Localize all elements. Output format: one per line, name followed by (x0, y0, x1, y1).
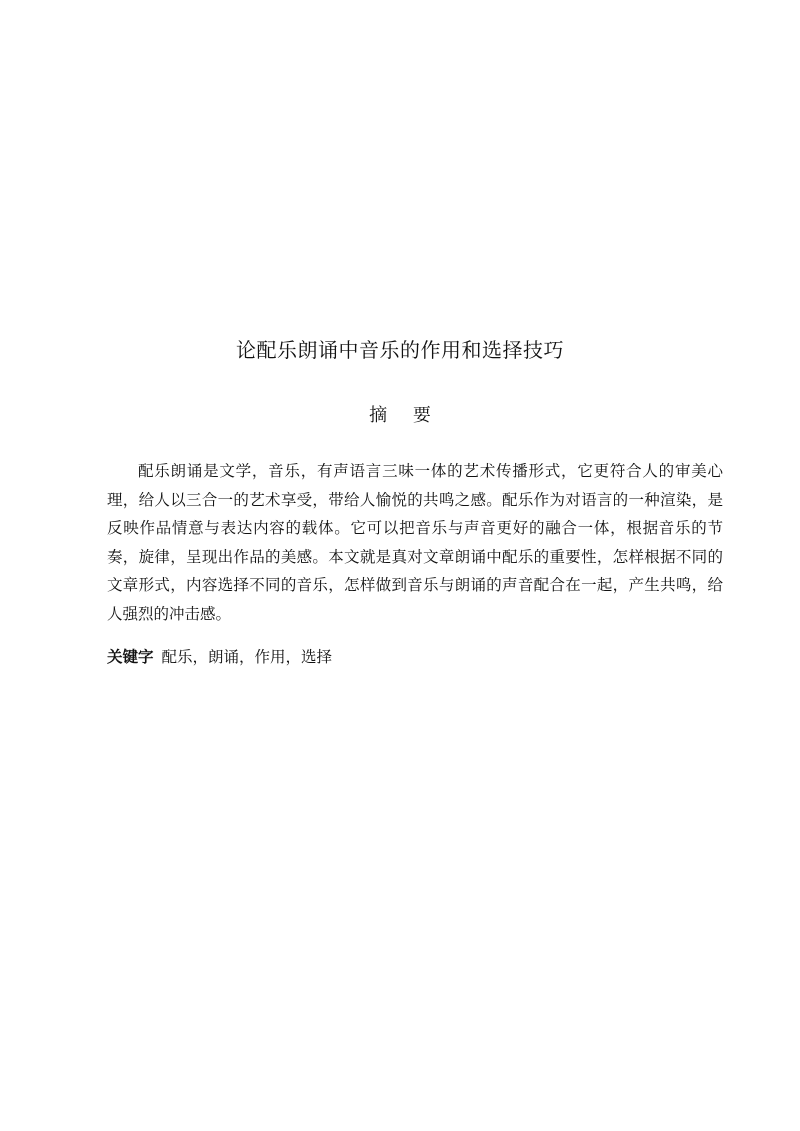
abstract-heading: 摘 要 (369, 405, 441, 426)
document-title: 论配乐朗诵中音乐的作用和选择技巧 (236, 338, 564, 362)
keywords-label: 关键字 (107, 648, 154, 666)
keywords-line (107, 645, 723, 669)
keywords-value: 配乐，朗诵，作用，选择 (161, 648, 333, 666)
abstract-paragraph: 配乐朗诵是文学，音乐，有声语言三味一体的艺术传播形式，它更符合人的审美心理，给人以三合一的艺术享受，带给人愉悦的共鸣之感。配乐作为对语言的一种渲染，是反映作品情意与表达内容的载体。它可以把音乐与声音更好的融合一体，根据音乐的节奏，旋律，呈现出作品的美感。本文就是真对文章朗诵中配乐的重要性，怎样根据不同的文章形式，内容选择不同的音乐，怎样做到音乐与朗诵的声音配合在一起，产生共鸣，给人强烈的冲击感。 (107, 462, 723, 623)
